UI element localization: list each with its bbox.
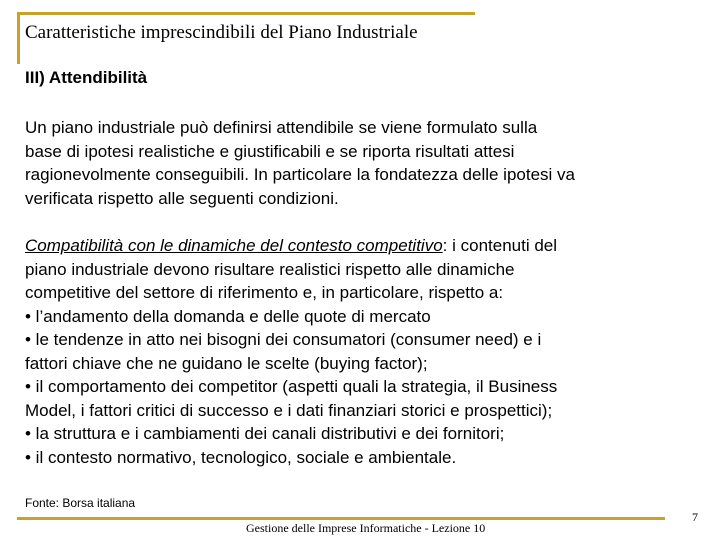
bullet-item: • l’andamento della domanda e delle quote di mercato bbox=[25, 306, 431, 326]
compatibility-term: Compatibilità con le dinamiche del contesto competitivo bbox=[25, 236, 443, 255]
intro-line: verificata rispetto alle seguenti condizioni. bbox=[25, 188, 339, 208]
section-line: piano industriale devono risultare realistici rispetto alle dinamiche bbox=[25, 259, 515, 279]
page-number: 7 bbox=[692, 510, 698, 524]
slide-title: Caratteristiche imprescindibili del Piano Industriale bbox=[25, 22, 418, 43]
intro-line: ragionevolmente conseguibili. In particolare la fondatezza delle ipotesi va bbox=[25, 165, 576, 184]
compatibility-term-rest: : i contenuti del bbox=[442, 236, 558, 255]
bullet-continuation: fattori chiave che ne guidano le scelte (buying factor); bbox=[25, 353, 428, 373]
title-accent-horizontal-rule bbox=[17, 12, 475, 15]
intro-line: Un piano industriale può definirsi attendibile se viene formulato sulla bbox=[25, 118, 538, 137]
intro-paragraph bbox=[25, 116, 715, 210]
footer-rule bbox=[17, 517, 665, 520]
section-line: competitive del settore di riferimento e, in particolare, rispetto a: bbox=[25, 283, 504, 302]
bullet-item: • la struttura e i cambiamenti dei canali distributivi e dei fornitori; bbox=[25, 424, 505, 443]
source-note: Fonte: Borsa italiana bbox=[25, 496, 136, 510]
bullet-item: • il contesto normativo, tecnologico, sociale e ambientale. bbox=[25, 447, 457, 467]
title-accent-vertical-rule bbox=[17, 12, 20, 64]
bullet-item: • le tendenze in atto nei bisogni dei consumatori (consumer need) e i bbox=[25, 330, 542, 349]
compatibility-section bbox=[25, 234, 715, 469]
footer-course-label: Gestione delle Imprese Informatiche - Lezione 10 bbox=[246, 521, 486, 535]
bullet-continuation: Model, i fattori critici di successo e i dati finanziari storici e prospettici); bbox=[25, 400, 553, 420]
section-first-line bbox=[25, 234, 715, 258]
section-heading: III) Attendibilità bbox=[25, 68, 148, 87]
intro-line: base di ipotesi realistiche e giustificabili e se riporta risultati attesi bbox=[25, 141, 515, 161]
bullet-item: • il comportamento dei competitor (aspetti quali la strategia, il Business bbox=[25, 377, 558, 396]
